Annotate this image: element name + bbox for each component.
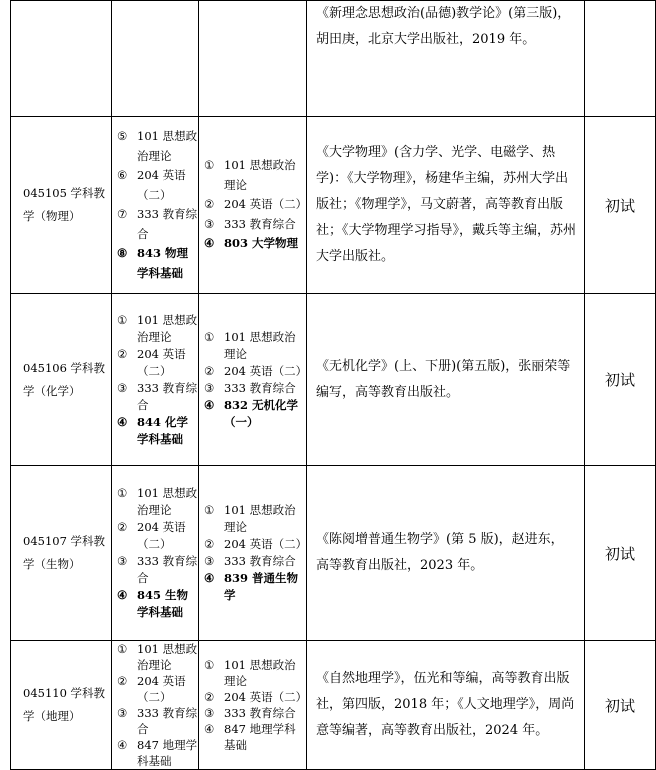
exam-stage: 初试 [604, 696, 635, 715]
retest-subjects-cell [199, 294, 307, 466]
table-row [11, 641, 656, 770]
reference-books-text: 《陈阅增普通生物学》(第 5 版)，赵进东，高等教育出版社，2023 年。 [316, 532, 564, 573]
exam-subjects-cell [112, 641, 199, 770]
retest-subjects-cell [199, 466, 307, 641]
table-row [11, 294, 656, 466]
subject-number: ⑤ [117, 129, 128, 143]
subject-number: ④ [117, 738, 128, 752]
exam-subject-item [117, 244, 198, 283]
exam-subject-item [117, 737, 198, 769]
subject-number: ① [117, 486, 128, 500]
exam-stage: 初试 [604, 544, 635, 563]
subject-text: 204 英语（二） [137, 168, 186, 202]
exam-subject-item [117, 673, 198, 705]
major-name: 045105 学科教学（物理） [23, 186, 106, 223]
subject-number: ① [204, 658, 215, 672]
retest-subject-item [204, 689, 306, 705]
subject-text: 101 思想政治理论 [137, 312, 198, 344]
reference-books-text: 《自然地理学》，伍光和等编，高等教育出版社，第四版，2018 年；《人文地理学》，周尚意等编著，高等教育出版社，2024 年。 [316, 671, 575, 738]
subject-number: ⑧ [117, 246, 128, 260]
subject-text: 101 思想政治理论 [224, 658, 296, 688]
exam-stage: 初试 [604, 196, 635, 215]
subject-text: 204 英语（二） [224, 537, 308, 551]
subject-text: 333 教育综合 [137, 706, 198, 736]
retest-subject-item [204, 195, 306, 215]
subject-text: 844 化学学科基础 [137, 414, 189, 446]
subject-text: 333 教育综合 [137, 207, 198, 241]
subject-number: ③ [204, 706, 215, 720]
major-cell [11, 294, 112, 466]
subject-number: ① [204, 503, 215, 517]
subject-text: 847 地理学科基础 [137, 738, 198, 768]
subject-number: ③ [204, 216, 215, 231]
retest-subject-item [204, 380, 306, 397]
retest-subjects-cell-empty [199, 1, 307, 117]
exam-subjects-cell [112, 466, 199, 641]
table-row [11, 466, 656, 641]
exam-subject-item [117, 485, 198, 519]
subject-number: ④ [117, 414, 128, 429]
subject-number: ① [204, 329, 215, 344]
retest-subjects-cell [199, 117, 307, 294]
subject-number: ② [117, 346, 128, 361]
retest-subject-item [204, 721, 306, 753]
retest-subject-list [199, 156, 306, 254]
exam-subject-item [117, 166, 198, 205]
retest-subject-item [204, 502, 306, 536]
subject-text: 845 生物学科基础 [137, 588, 189, 619]
exam-subject-list [112, 485, 198, 621]
subject-text: 204 英语（二） [137, 674, 186, 704]
exam-subject-item [117, 205, 198, 244]
retest-subject-item [204, 156, 306, 195]
retest-subject-item [204, 215, 306, 235]
exam-subject-item [117, 312, 198, 346]
subject-number: ③ [204, 380, 215, 395]
major-name: 045107 学科教学（生物） [23, 534, 106, 571]
reference-books-cell [307, 1, 585, 117]
exam-subjects-cell [112, 117, 199, 294]
subject-text: 333 教育综合 [137, 554, 198, 585]
table-row [11, 117, 656, 294]
major-cell [11, 466, 112, 641]
exam-stage: 初试 [604, 371, 635, 389]
exam-subject-item [117, 641, 198, 673]
retest-subject-item [204, 553, 306, 570]
subject-number: ⑦ [117, 207, 128, 221]
subject-number: ② [204, 690, 215, 704]
subject-number: ④ [117, 588, 128, 602]
exam-subject-list [112, 641, 198, 769]
subject-number: ② [204, 537, 215, 551]
admission-table [10, 0, 656, 770]
reference-books-cell [307, 641, 585, 770]
stage-cell [585, 117, 656, 294]
stage-cell [585, 641, 656, 770]
subject-number: ② [204, 197, 215, 212]
exam-subject-item [117, 414, 198, 448]
exam-subject-item [117, 553, 198, 587]
subject-text: 101 思想政治理论 [224, 503, 296, 534]
retest-subject-item [204, 329, 306, 363]
subject-text: 101 思想政治理论 [137, 129, 198, 163]
subject-text: 333 教育综合 [224, 554, 296, 568]
subject-text: 204 英语（二） [137, 346, 186, 378]
retest-subject-item [204, 657, 306, 689]
subject-text: 847 地理学科基础 [224, 722, 296, 752]
subject-number: ③ [204, 554, 215, 568]
exam-subject-item [117, 587, 198, 621]
stage-cell-empty [585, 1, 656, 117]
major-name: 045110 学科教学（地理） [23, 686, 106, 723]
subject-number: ④ [204, 236, 215, 251]
subject-text: 204 英语（二） [137, 520, 186, 551]
exam-subject-item [117, 705, 198, 737]
subject-number: ③ [117, 380, 128, 395]
subject-number: ③ [117, 706, 128, 720]
table-row-top [11, 1, 656, 117]
exam-subjects-cell [112, 294, 199, 466]
major-name: 045106 学科教学（化学） [23, 360, 106, 398]
subject-text: 204 英语（二） [224, 197, 308, 212]
exam-subject-list [112, 312, 198, 448]
subject-number: ⑥ [117, 168, 128, 182]
retest-subject-list [199, 329, 306, 431]
stage-cell [585, 466, 656, 641]
subject-text: 333 教育综合 [224, 216, 296, 231]
reference-books-cell [307, 466, 585, 641]
reference-books-text: 《新理念思想政治(品德)教学论》(第三版)，胡田庚，北京大学出版社，2019 年。 [316, 6, 571, 47]
subject-text: 333 教育综合 [224, 380, 296, 395]
retest-subject-list [199, 502, 306, 604]
major-cell-empty [11, 1, 112, 117]
exam-subject-item [117, 380, 198, 414]
subject-number: ② [204, 363, 215, 378]
subject-number: ① [117, 642, 128, 656]
exam-subject-list [112, 127, 198, 283]
retest-subjects-cell [199, 641, 307, 770]
reference-books-cell [307, 294, 585, 466]
subject-number: ④ [204, 571, 215, 585]
subject-text: 101 思想政治理论 [224, 158, 296, 192]
exam-subject-item [117, 346, 198, 380]
exam-subject-item [117, 519, 198, 553]
subject-text: 333 教育综合 [224, 706, 296, 720]
reference-books-text: 《无机化学》(上、下册)(第五版)，张丽荣等编写，高等教育出版社。 [316, 358, 571, 400]
subject-text: 101 思想政治理论 [137, 642, 198, 672]
subject-number: ③ [117, 554, 128, 568]
subject-text: 101 思想政治理论 [224, 329, 296, 361]
subject-number: ④ [204, 722, 215, 736]
reference-books-cell [307, 117, 585, 294]
retest-subject-item [204, 397, 306, 431]
retest-subject-item [204, 705, 306, 721]
subject-text: 839 普通生物学 [224, 571, 299, 602]
subject-text: 832 无机化学（一） [224, 397, 299, 429]
subject-text: 204 英语（二） [224, 690, 308, 704]
major-cell [11, 117, 112, 294]
retest-subject-item [204, 363, 306, 380]
stage-cell [585, 294, 656, 466]
exam-subject-item [117, 127, 198, 166]
subject-number: ② [117, 674, 128, 688]
retest-subject-item [204, 570, 306, 604]
retest-subject-list [199, 657, 306, 753]
subject-text: 843 物理学科基础 [137, 246, 189, 280]
subject-number: ② [117, 520, 128, 534]
exam-subjects-cell-empty [112, 1, 199, 117]
retest-subject-item [204, 536, 306, 553]
subject-number: ① [204, 158, 215, 173]
subject-number: ① [117, 312, 128, 327]
subject-text: 101 思想政治理论 [137, 486, 198, 517]
subject-number: ④ [204, 397, 215, 412]
retest-subject-item [204, 234, 306, 254]
subject-text: 333 教育综合 [137, 380, 198, 412]
reference-books-text: 《大学物理》(含力学、光学、电磁学、热学)：《大学物理》，杨建华主编，苏州大学出版社；《物理学》，马文蔚著，高等教育出版社；《大学物理学习指导》，戴兵等主编，苏州大学出版社。 [316, 145, 577, 264]
subject-text: 803 大学物理 [224, 236, 299, 251]
major-cell [11, 641, 112, 770]
subject-text: 204 英语（二） [224, 363, 308, 378]
